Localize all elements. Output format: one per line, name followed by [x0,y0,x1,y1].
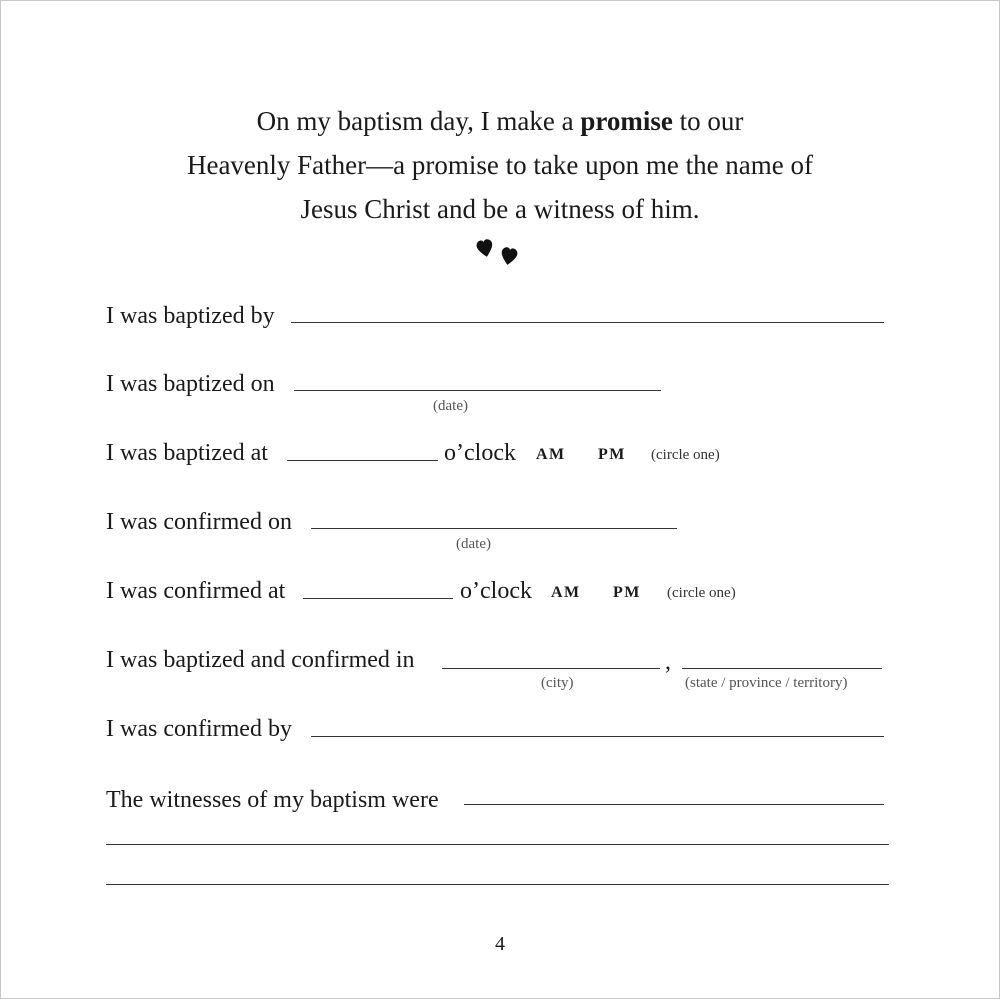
confirmed-on-label: I was confirmed on [106,509,292,535]
confirmed-by-line[interactable] [311,736,884,737]
confirmed-am-option[interactable]: AM [551,584,581,601]
confirmed-date-hint: (date) [456,536,491,552]
baptized-date-hint: (date) [433,398,468,414]
baptized-confirmed-in-label: I was baptized and confirmed in [106,647,415,673]
baptized-time-line[interactable] [287,460,438,461]
intro-paragraph [1,99,999,231]
page-number: 4 [495,933,505,955]
state-line[interactable] [682,668,882,669]
baptized-circle-one-hint: (circle one) [651,447,720,463]
city-line[interactable] [442,668,660,669]
hearts-icon [473,233,525,269]
city-hint: (city) [541,675,574,691]
confirmed-at-label: I was confirmed at [106,578,286,604]
confirmed-circle-one-hint: (circle one) [667,585,736,601]
baptized-pm-option[interactable]: PM [598,446,626,463]
baptized-on-label: I was baptized on [106,371,275,397]
baptized-at-label: I was baptized at [106,440,268,466]
promise-emphasis: promise [580,106,673,136]
baptized-on-line[interactable] [294,390,661,391]
confirmed-on-line[interactable] [311,528,677,529]
baptized-by-label: I was baptized by [106,303,275,329]
heart-icon [500,247,519,267]
confirmed-by-label: I was confirmed by [106,716,292,742]
state-hint: (state / province / territory) [685,675,848,691]
baptized-oclock: o’clock [444,440,516,466]
intro-line-3: Jesus Christ and be a witness of him. [300,194,700,224]
intro-line-1: On my baptism day, I make a promise to our [256,106,744,136]
baptized-am-option[interactable]: AM [536,446,566,463]
confirmed-pm-option[interactable]: PM [613,584,641,601]
baptized-by-line[interactable] [291,322,884,323]
witnesses-line-3[interactable] [106,884,889,885]
witnesses-line-1[interactable] [464,804,884,805]
witnesses-line-2[interactable] [106,844,889,845]
confirmed-time-line[interactable] [303,598,453,599]
witnesses-label: The witnesses of my baptism were [106,787,439,813]
location-comma: , [665,649,671,675]
confirmed-oclock: o’clock [460,578,532,604]
heart-icon [476,238,495,258]
intro-line-2: Heavenly Father—a promise to take upon me the name of [186,150,814,180]
